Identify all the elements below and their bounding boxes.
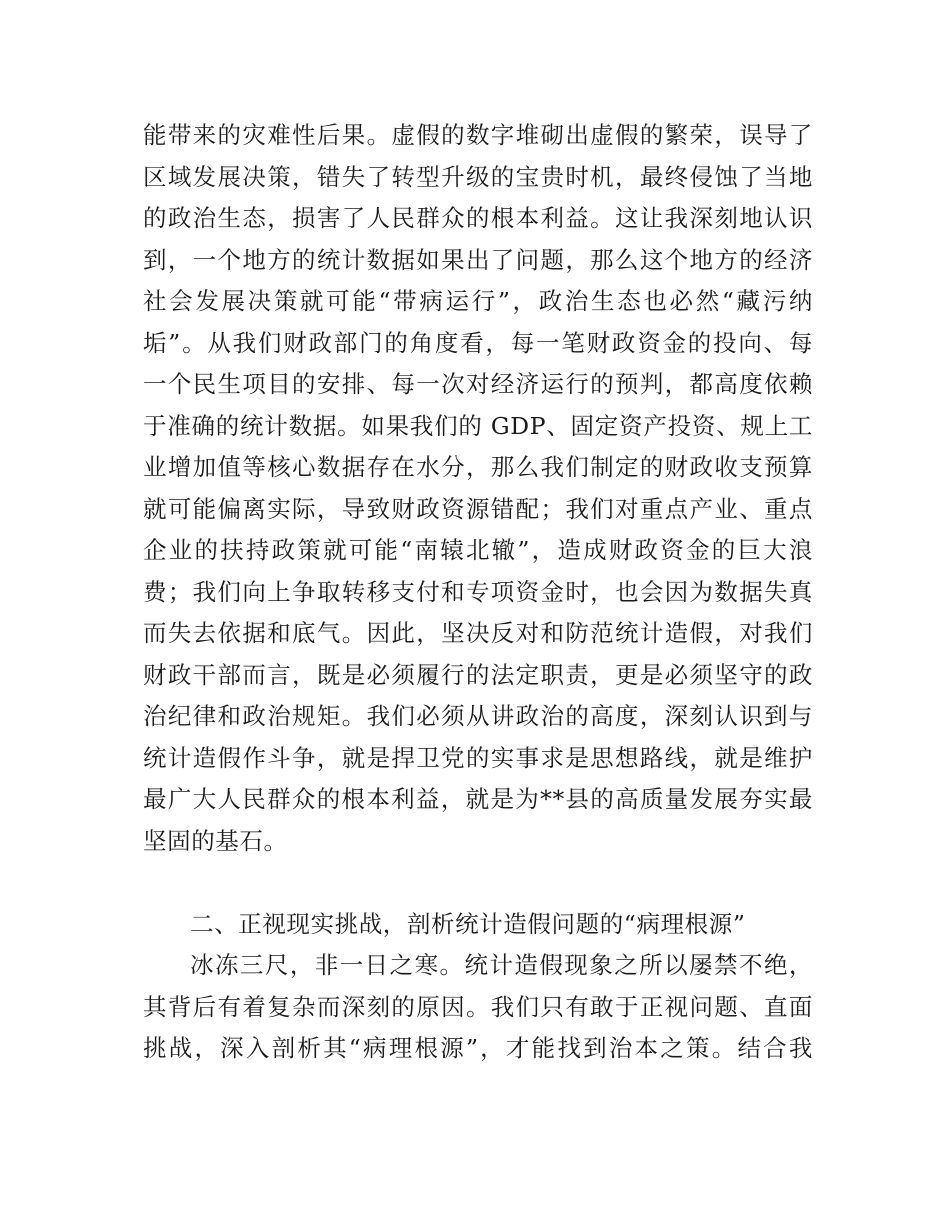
paragraph-line: 垢”。从我们财政部门的角度看，每一笔财政资金的投向、每 bbox=[143, 328, 813, 357]
section-heading: 二、正视现实挑战，剖析统计造假问题的“病理根源” bbox=[190, 909, 746, 938]
paragraph-line: 企业的扶持政策就可能“南辕北辙”，造成财政资金的巨大浪 bbox=[143, 536, 813, 564]
paragraph-line: 一个民生项目的安排、每一次对经济运行的预判，都高度依赖 bbox=[143, 370, 813, 398]
paragraph-line: 统计造假作斗争，就是捍卫党的实事求是思想路线，就是维护 bbox=[143, 743, 813, 772]
section-paragraph-first-line: 冰冻三尺，非一日之寒。统计造假现象之所以屡禁不绝， bbox=[190, 951, 813, 979]
paragraph-line: 的政治生态，损害了人民群众的根本利益。这让我深刻地认识 bbox=[143, 204, 813, 232]
paragraph-line: 财政干部而言，既是必须履行的法定职责，更是必须坚守的政 bbox=[143, 660, 813, 689]
paragraph-line: 业增加值等核心数据存在水分，那么我们制定的财政收支预算 bbox=[143, 453, 813, 481]
paragraph-line: 区域发展决策，错失了转型升级的宝贵时机，最终侵蚀了当地 bbox=[143, 162, 813, 191]
paragraph-line: 社会发展决策就可能“带病运行”，政治生态也必然“藏污纳 bbox=[143, 287, 813, 315]
paragraph-line: 于准确的统计数据。如果我们的 GDP、固定资产投资、规上工 bbox=[143, 411, 813, 440]
paragraph-line: 到，一个地方的统计数据如果出了问题，那么这个地方的经济 bbox=[143, 245, 813, 274]
paragraph-line: 费；我们向上争取转移支付和专项资金时，也会因为数据失真 bbox=[143, 577, 813, 606]
paragraph-line: 而失去依据和底气。因此，坚决反对和防范统计造假，对我们 bbox=[143, 619, 813, 647]
paragraph-line: 能带来的灾难性后果。虚假的数字堆砌出虚假的繁荣，误导了 bbox=[143, 121, 813, 149]
paragraph-line: 最广大人民群众的根本利益，就是为**县的高质量发展夯实最 bbox=[143, 785, 813, 813]
paragraph-line: 就可能偏离实际，导致财政资源错配；我们对重点产业、重点 bbox=[143, 494, 813, 523]
section-paragraph-line: 其背后有着复杂而深刻的原因。我们只有敢于正视问题、直面 bbox=[143, 992, 813, 1021]
section-paragraph-line: 挑战，深入剖析其“病理根源”，才能找到治本之策。结合我 bbox=[143, 1034, 813, 1062]
paragraph-line: 治纪律和政治规矩。我们必须从讲政治的高度，深刻认识到与 bbox=[143, 702, 813, 730]
paragraph-last-line: 坚固的基石。 bbox=[143, 826, 288, 855]
